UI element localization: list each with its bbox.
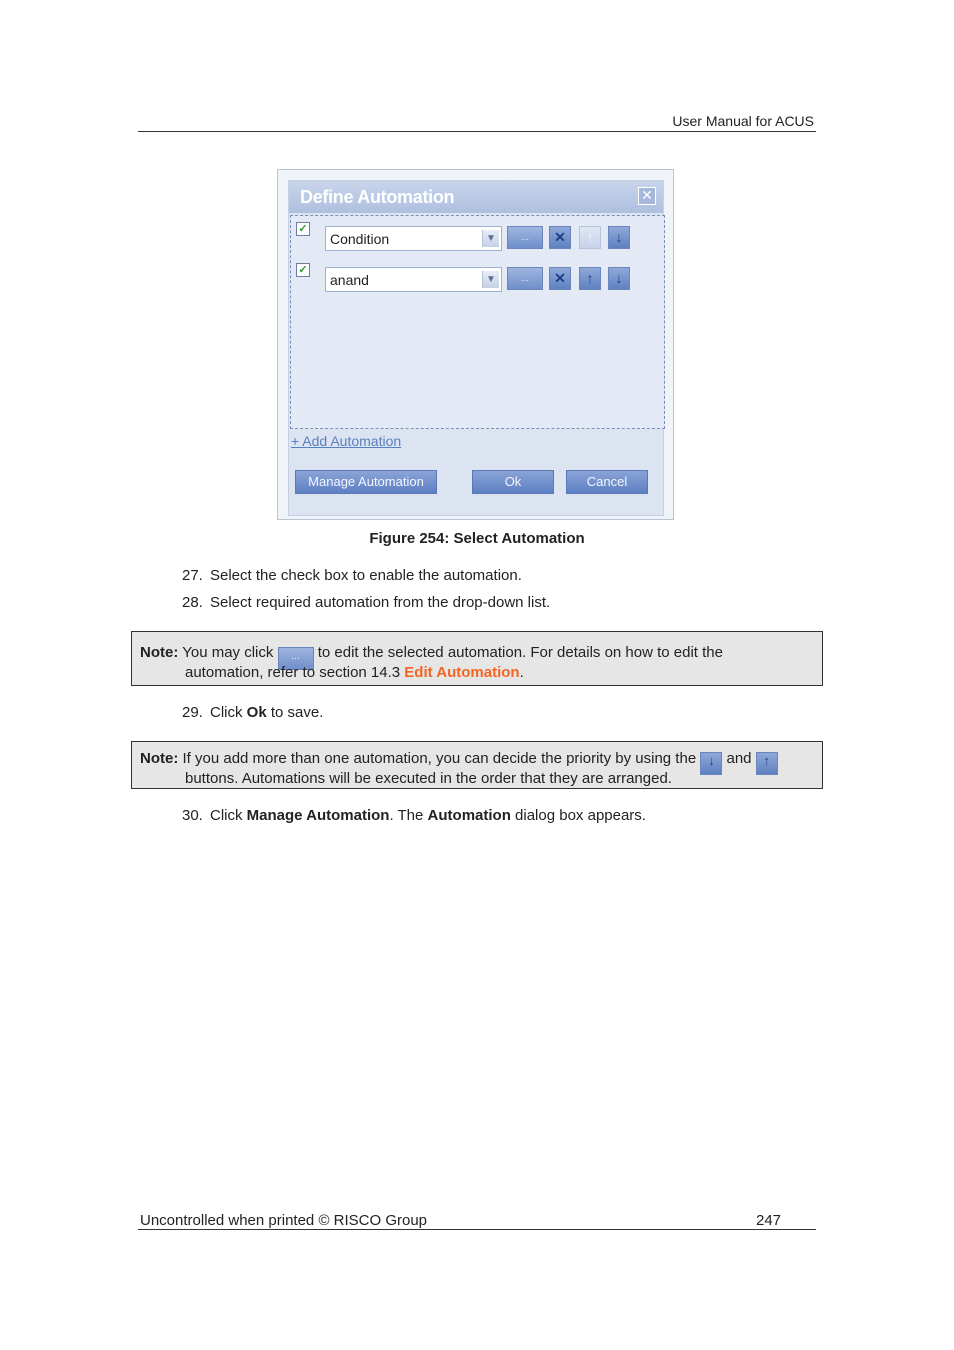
page-number: 247 <box>756 1212 782 1229</box>
chevron-down-icon: ▼ <box>482 230 499 247</box>
arrow-up-icon[interactable]: ↑ <box>579 267 601 290</box>
note-box <box>131 631 823 686</box>
header-divider <box>138 131 816 132</box>
step-27 <box>182 567 522 584</box>
automation-row <box>291 222 663 252</box>
arrow-down-icon[interactable]: ↓ <box>608 226 630 249</box>
step-number: 27. <box>182 567 203 584</box>
manage-automation-button[interactable]: Manage Automation <box>295 470 437 494</box>
note-line-2 <box>185 770 672 787</box>
arrow-up-icon: ↑ <box>579 226 601 249</box>
step-bold: Ok <box>246 704 267 721</box>
step-text: . The <box>389 807 428 824</box>
footer-copyright: Uncontrolled when printed © RISCO Group <box>140 1212 428 1229</box>
add-automation-link[interactable]: + Add Automation <box>291 433 402 449</box>
x-icon[interactable]: ✕ <box>549 267 571 290</box>
footer-divider <box>138 1229 816 1230</box>
step-text: Click <box>210 704 247 721</box>
step-text: Select the check box to enable the automation. <box>210 567 522 584</box>
dialog-title-bar <box>289 181 663 213</box>
close-icon[interactable]: ✕ <box>638 187 656 205</box>
note-text: If you add more than one automation, you can decide the priority by using the <box>182 750 697 767</box>
automation-select[interactable] <box>325 267 502 292</box>
enable-checkbox[interactable]: ✓ <box>296 222 310 236</box>
note-label: Note: <box>140 750 179 767</box>
note-label: Note: <box>140 644 179 661</box>
define-automation-dialog <box>288 180 664 516</box>
note-line-2 <box>185 664 524 681</box>
automation-list-area <box>290 215 665 429</box>
automation-select-value: anand <box>330 272 369 288</box>
note-box <box>131 741 823 789</box>
dialog-title: Define Automation <box>300 187 455 207</box>
note-text: and <box>726 750 752 767</box>
step-text: to save. <box>266 704 324 721</box>
step-28 <box>182 594 550 611</box>
automation-select-value: Condition <box>330 231 390 247</box>
step-bold: Manage Automation <box>246 807 390 824</box>
step-number: 28. <box>182 594 203 611</box>
ok-button[interactable]: Ok <box>472 470 554 494</box>
page-header: User Manual for ACUS <box>672 113 814 129</box>
figure-screenshot <box>277 169 674 520</box>
note-text: buttons. Automations will be executed in the order that they are arranged. <box>185 770 672 787</box>
cancel-button[interactable]: Cancel <box>566 470 648 494</box>
step-text: Click <box>210 807 247 824</box>
note-text: . <box>519 664 524 681</box>
step-number: 29. <box>182 704 203 721</box>
automation-row <box>291 263 663 293</box>
chevron-down-icon: ▼ <box>482 271 499 288</box>
x-icon[interactable]: ✕ <box>549 226 571 249</box>
edit-button-icon: ... <box>278 647 314 670</box>
edit-automation-link[interactable]: Edit Automation <box>404 664 520 681</box>
edit-automation-button[interactable]: ... <box>507 267 543 290</box>
note-text: automation, refer to section 14.3 <box>185 664 405 681</box>
arrow-down-icon: ↓ <box>700 752 722 775</box>
arrow-up-icon: ↑ <box>756 752 778 775</box>
enable-checkbox[interactable]: ✓ <box>296 263 310 277</box>
note-text: to edit the selected automation. For details on how to edit the <box>317 644 723 661</box>
figure-caption: Figure 254: Select Automation <box>369 530 585 547</box>
step-number: 30. <box>182 807 203 824</box>
step-30 <box>182 807 646 824</box>
step-text: Select required automation from the drop-down list. <box>210 594 551 611</box>
edit-automation-button[interactable]: ... <box>507 226 543 249</box>
step-bold: Automation <box>427 807 511 824</box>
arrow-down-icon[interactable]: ↓ <box>608 267 630 290</box>
note-text: You may click <box>182 644 274 661</box>
automation-select[interactable] <box>325 226 502 251</box>
step-text: dialog box appears. <box>510 807 646 824</box>
step-29 <box>182 704 323 721</box>
